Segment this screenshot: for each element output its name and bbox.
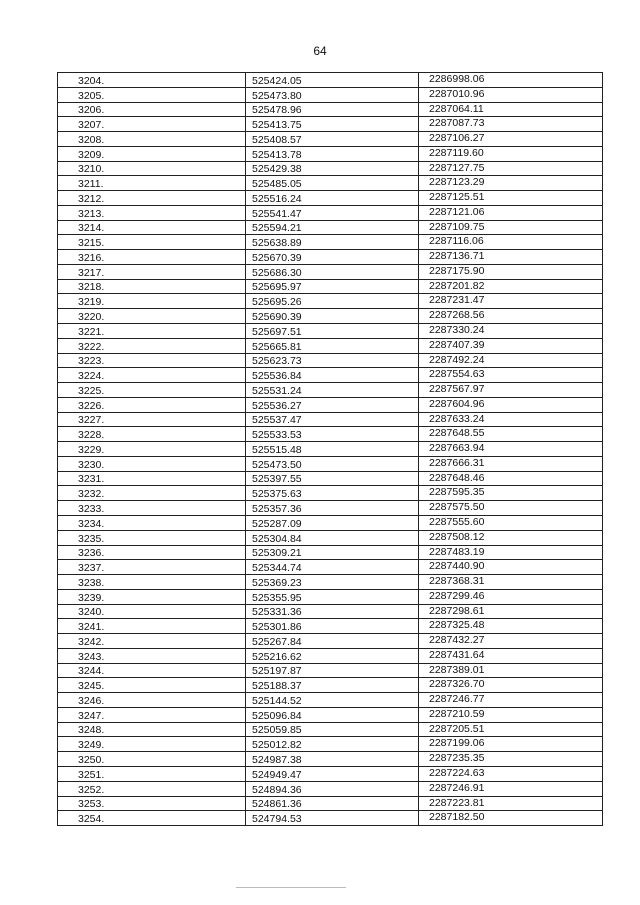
- table-row: [58, 796, 603, 811]
- x-coordinate-cell: 525309.21: [246, 545, 419, 560]
- table-row: [58, 501, 603, 516]
- x-coordinate-cell: 525536.84: [246, 368, 419, 383]
- x-coordinate-cell: 525515.48: [246, 442, 419, 457]
- table-row: [58, 634, 603, 649]
- point-number-cell: 3243.: [58, 648, 246, 663]
- point-number-cell: 3217.: [58, 264, 246, 279]
- x-coordinate-cell: 525473.50: [246, 456, 419, 471]
- point-number-cell: 3209.: [58, 146, 246, 161]
- x-coordinate-cell: 524861.36: [246, 796, 419, 811]
- table-row: [58, 530, 603, 545]
- y-coordinate-cell: 2287127.75: [419, 161, 603, 176]
- y-coordinate-cell: 2287199.06: [419, 737, 603, 752]
- x-coordinate-cell: 525287.09: [246, 515, 419, 530]
- x-coordinate-cell: 525516.24: [246, 191, 419, 206]
- table-row: [58, 471, 603, 486]
- x-coordinate-cell: 525375.63: [246, 486, 419, 501]
- table-row: [58, 279, 603, 294]
- x-coordinate-cell: 525531.24: [246, 383, 419, 398]
- y-coordinate-cell: 2287123.29: [419, 176, 603, 191]
- y-coordinate-cell: 2287106.27: [419, 132, 603, 147]
- point-number-cell: 3204.: [58, 73, 246, 88]
- point-number-cell: 3210.: [58, 161, 246, 176]
- y-coordinate-cell: 2287116.06: [419, 235, 603, 250]
- point-number-cell: 3251.: [58, 766, 246, 781]
- point-number-cell: 3239.: [58, 589, 246, 604]
- y-coordinate-cell: 2287268.56: [419, 309, 603, 324]
- point-number-cell: 3221.: [58, 324, 246, 339]
- point-number-cell: 3252.: [58, 781, 246, 796]
- y-coordinate-cell: 2287604.96: [419, 397, 603, 412]
- point-number-cell: 3213.: [58, 205, 246, 220]
- x-coordinate-cell: 525541.47: [246, 205, 419, 220]
- x-coordinate-cell: 524794.53: [246, 811, 419, 826]
- y-coordinate-cell: 2287633.24: [419, 412, 603, 427]
- y-coordinate-cell: 2287235.35: [419, 752, 603, 767]
- point-number-cell: 3246.: [58, 693, 246, 708]
- x-coordinate-cell: 525413.75: [246, 117, 419, 132]
- point-number-cell: 3235.: [58, 530, 246, 545]
- x-coordinate-cell: 525424.05: [246, 73, 419, 88]
- x-coordinate-cell: 525478.96: [246, 102, 419, 117]
- table-row: [58, 619, 603, 634]
- y-coordinate-cell: 2287064.11: [419, 102, 603, 117]
- x-coordinate-cell: 525665.81: [246, 338, 419, 353]
- x-coordinate-cell: 525369.23: [246, 575, 419, 590]
- table-row: [58, 132, 603, 147]
- y-coordinate-cell: 2287205.51: [419, 722, 603, 737]
- table-row: [58, 220, 603, 235]
- table-row: [58, 693, 603, 708]
- x-coordinate-cell: 525690.39: [246, 309, 419, 324]
- table-row: [58, 368, 603, 383]
- point-number-cell: 3238.: [58, 575, 246, 590]
- coordinate-table: [57, 72, 603, 826]
- y-coordinate-cell: 2287663.94: [419, 442, 603, 457]
- y-coordinate-cell: 2287109.75: [419, 220, 603, 235]
- x-coordinate-cell: 525267.84: [246, 634, 419, 649]
- y-coordinate-cell: 2287575.50: [419, 501, 603, 516]
- y-coordinate-cell: 2287182.50: [419, 811, 603, 826]
- x-coordinate-cell: 525533.53: [246, 427, 419, 442]
- y-coordinate-cell: 2287432.27: [419, 634, 603, 649]
- y-coordinate-cell: 2287431.64: [419, 648, 603, 663]
- point-number-cell: 3237.: [58, 560, 246, 575]
- coordinate-table-body: [58, 73, 603, 826]
- y-coordinate-cell: 2287508.12: [419, 530, 603, 545]
- point-number-cell: 3208.: [58, 132, 246, 147]
- y-coordinate-cell: 2287368.31: [419, 575, 603, 590]
- page-number: 64: [313, 44, 327, 58]
- table-row: [58, 486, 603, 501]
- x-coordinate-cell: 525695.26: [246, 294, 419, 309]
- point-number-cell: 3228.: [58, 427, 246, 442]
- x-coordinate-cell: 525059.85: [246, 722, 419, 737]
- y-coordinate-cell: 2287119.60: [419, 146, 603, 161]
- x-coordinate-cell: 525096.84: [246, 707, 419, 722]
- x-coordinate-cell: 525144.52: [246, 693, 419, 708]
- table-row: [58, 575, 603, 590]
- y-coordinate-cell: 2287087.73: [419, 117, 603, 132]
- table-row: [58, 161, 603, 176]
- table-row: [58, 73, 603, 88]
- table-row: [58, 737, 603, 752]
- point-number-cell: 3241.: [58, 619, 246, 634]
- table-row: [58, 560, 603, 575]
- x-coordinate-cell: 525537.47: [246, 412, 419, 427]
- point-number-cell: 3212.: [58, 191, 246, 206]
- x-coordinate-cell: 525344.74: [246, 560, 419, 575]
- point-number-cell: 3222.: [58, 338, 246, 353]
- y-coordinate-cell: 2287330.24: [419, 324, 603, 339]
- table-row: [58, 766, 603, 781]
- point-number-cell: 3245.: [58, 678, 246, 693]
- point-number-cell: 3211.: [58, 176, 246, 191]
- y-coordinate-cell: 2287010.96: [419, 87, 603, 102]
- x-coordinate-cell: 525355.95: [246, 589, 419, 604]
- x-coordinate-cell: 525408.57: [246, 132, 419, 147]
- point-number-cell: 3248.: [58, 722, 246, 737]
- table-row: [58, 235, 603, 250]
- table-row: [58, 811, 603, 826]
- table-row: [58, 663, 603, 678]
- point-number-cell: 3218.: [58, 279, 246, 294]
- x-coordinate-cell: 525623.73: [246, 353, 419, 368]
- point-number-cell: 3234.: [58, 515, 246, 530]
- table-row: [58, 442, 603, 457]
- table-row: [58, 427, 603, 442]
- x-coordinate-cell: 525536.27: [246, 397, 419, 412]
- table-row: [58, 545, 603, 560]
- x-coordinate-cell: 525012.82: [246, 737, 419, 752]
- x-coordinate-cell: 524949.47: [246, 766, 419, 781]
- table-row: [58, 648, 603, 663]
- y-coordinate-cell: 2287389.01: [419, 663, 603, 678]
- x-coordinate-cell: 525304.84: [246, 530, 419, 545]
- y-coordinate-cell: 2287326.70: [419, 678, 603, 693]
- x-coordinate-cell: 525197.87: [246, 663, 419, 678]
- y-coordinate-cell: 2287223.81: [419, 796, 603, 811]
- x-coordinate-cell: 524894.36: [246, 781, 419, 796]
- table-row: [58, 752, 603, 767]
- y-coordinate-cell: 2287567.97: [419, 383, 603, 398]
- y-coordinate-cell: 2286998.06: [419, 73, 603, 88]
- point-number-cell: 3247.: [58, 707, 246, 722]
- table-row: [58, 87, 603, 102]
- y-coordinate-cell: 2287483.19: [419, 545, 603, 560]
- y-coordinate-cell: 2287121.06: [419, 205, 603, 220]
- point-number-cell: 3244.: [58, 663, 246, 678]
- table-row: [58, 589, 603, 604]
- table-row: [58, 383, 603, 398]
- y-coordinate-cell: 2287407.39: [419, 338, 603, 353]
- table-row: [58, 117, 603, 132]
- x-coordinate-cell: 525331.36: [246, 604, 419, 619]
- point-number-cell: 3214.: [58, 220, 246, 235]
- table-row: [58, 176, 603, 191]
- table-row: [58, 264, 603, 279]
- y-coordinate-cell: 2287224.63: [419, 766, 603, 781]
- x-coordinate-cell: 525188.37: [246, 678, 419, 693]
- table-row: [58, 294, 603, 309]
- y-coordinate-cell: 2287555.60: [419, 515, 603, 530]
- x-coordinate-cell: 525670.39: [246, 250, 419, 265]
- y-coordinate-cell: 2287325.48: [419, 619, 603, 634]
- point-number-cell: 3254.: [58, 811, 246, 826]
- point-number-cell: 3225.: [58, 383, 246, 398]
- x-coordinate-cell: 524987.38: [246, 752, 419, 767]
- point-number-cell: 3216.: [58, 250, 246, 265]
- x-coordinate-cell: 525413.78: [246, 146, 419, 161]
- x-coordinate-cell: 525397.55: [246, 471, 419, 486]
- y-coordinate-cell: 2287440.90: [419, 560, 603, 575]
- y-coordinate-cell: 2287201.82: [419, 279, 603, 294]
- y-coordinate-cell: 2287125.51: [419, 191, 603, 206]
- point-number-cell: 3240.: [58, 604, 246, 619]
- table-row: [58, 250, 603, 265]
- x-coordinate-cell: 525594.21: [246, 220, 419, 235]
- point-number-cell: 3242.: [58, 634, 246, 649]
- point-number-cell: 3205.: [58, 87, 246, 102]
- table-row: [58, 309, 603, 324]
- y-coordinate-cell: 2287136.71: [419, 250, 603, 265]
- x-coordinate-cell: 525216.62: [246, 648, 419, 663]
- y-coordinate-cell: 2287648.46: [419, 471, 603, 486]
- x-coordinate-cell: 525429.38: [246, 161, 419, 176]
- point-number-cell: 3236.: [58, 545, 246, 560]
- table-row: [58, 338, 603, 353]
- point-number-cell: 3227.: [58, 412, 246, 427]
- x-coordinate-cell: 525473.80: [246, 87, 419, 102]
- point-number-cell: 3249.: [58, 737, 246, 752]
- table-row: [58, 397, 603, 412]
- table-row: [58, 353, 603, 368]
- y-coordinate-cell: 2287210.59: [419, 707, 603, 722]
- table-row: [58, 412, 603, 427]
- point-number-cell: 3223.: [58, 353, 246, 368]
- table-row: [58, 205, 603, 220]
- table-row: [58, 707, 603, 722]
- x-coordinate-cell: 525485.05: [246, 176, 419, 191]
- y-coordinate-cell: 2287175.90: [419, 264, 603, 279]
- table-row: [58, 191, 603, 206]
- table-row: [58, 146, 603, 161]
- y-coordinate-cell: 2287666.31: [419, 456, 603, 471]
- table-row: [58, 102, 603, 117]
- table-row: [58, 456, 603, 471]
- y-coordinate-cell: 2287648.55: [419, 427, 603, 442]
- y-coordinate-cell: 2287246.77: [419, 693, 603, 708]
- x-coordinate-cell: 525695.97: [246, 279, 419, 294]
- point-number-cell: 3250.: [58, 752, 246, 767]
- point-number-cell: 3219.: [58, 294, 246, 309]
- table-row: [58, 515, 603, 530]
- point-number-cell: 3206.: [58, 102, 246, 117]
- point-number-cell: 3215.: [58, 235, 246, 250]
- point-number-cell: 3230.: [58, 456, 246, 471]
- x-coordinate-cell: 525301.86: [246, 619, 419, 634]
- y-coordinate-cell: 2287492.24: [419, 353, 603, 368]
- y-coordinate-cell: 2287231.47: [419, 294, 603, 309]
- point-number-cell: 3220.: [58, 309, 246, 324]
- point-number-cell: 3224.: [58, 368, 246, 383]
- point-number-cell: 3233.: [58, 501, 246, 516]
- table-row: [58, 781, 603, 796]
- point-number-cell: 3231.: [58, 471, 246, 486]
- y-coordinate-cell: 2287246.91: [419, 781, 603, 796]
- point-number-cell: 3229.: [58, 442, 246, 457]
- point-number-cell: 3226.: [58, 397, 246, 412]
- y-coordinate-cell: 2287298.61: [419, 604, 603, 619]
- table-row: [58, 324, 603, 339]
- point-number-cell: 3253.: [58, 796, 246, 811]
- x-coordinate-cell: 525697.51: [246, 324, 419, 339]
- point-number-cell: 3207.: [58, 117, 246, 132]
- x-coordinate-cell: 525357.36: [246, 501, 419, 516]
- y-coordinate-cell: 2287554.63: [419, 368, 603, 383]
- x-coordinate-cell: 525686.30: [246, 264, 419, 279]
- y-coordinate-cell: 2287595.35: [419, 486, 603, 501]
- table-row: [58, 722, 603, 737]
- table-row: [58, 678, 603, 693]
- point-number-cell: 3232.: [58, 486, 246, 501]
- y-coordinate-cell: 2287299.46: [419, 589, 603, 604]
- table-row: [58, 604, 603, 619]
- x-coordinate-cell: 525638.89: [246, 235, 419, 250]
- bottom-scan-mark: [236, 887, 346, 888]
